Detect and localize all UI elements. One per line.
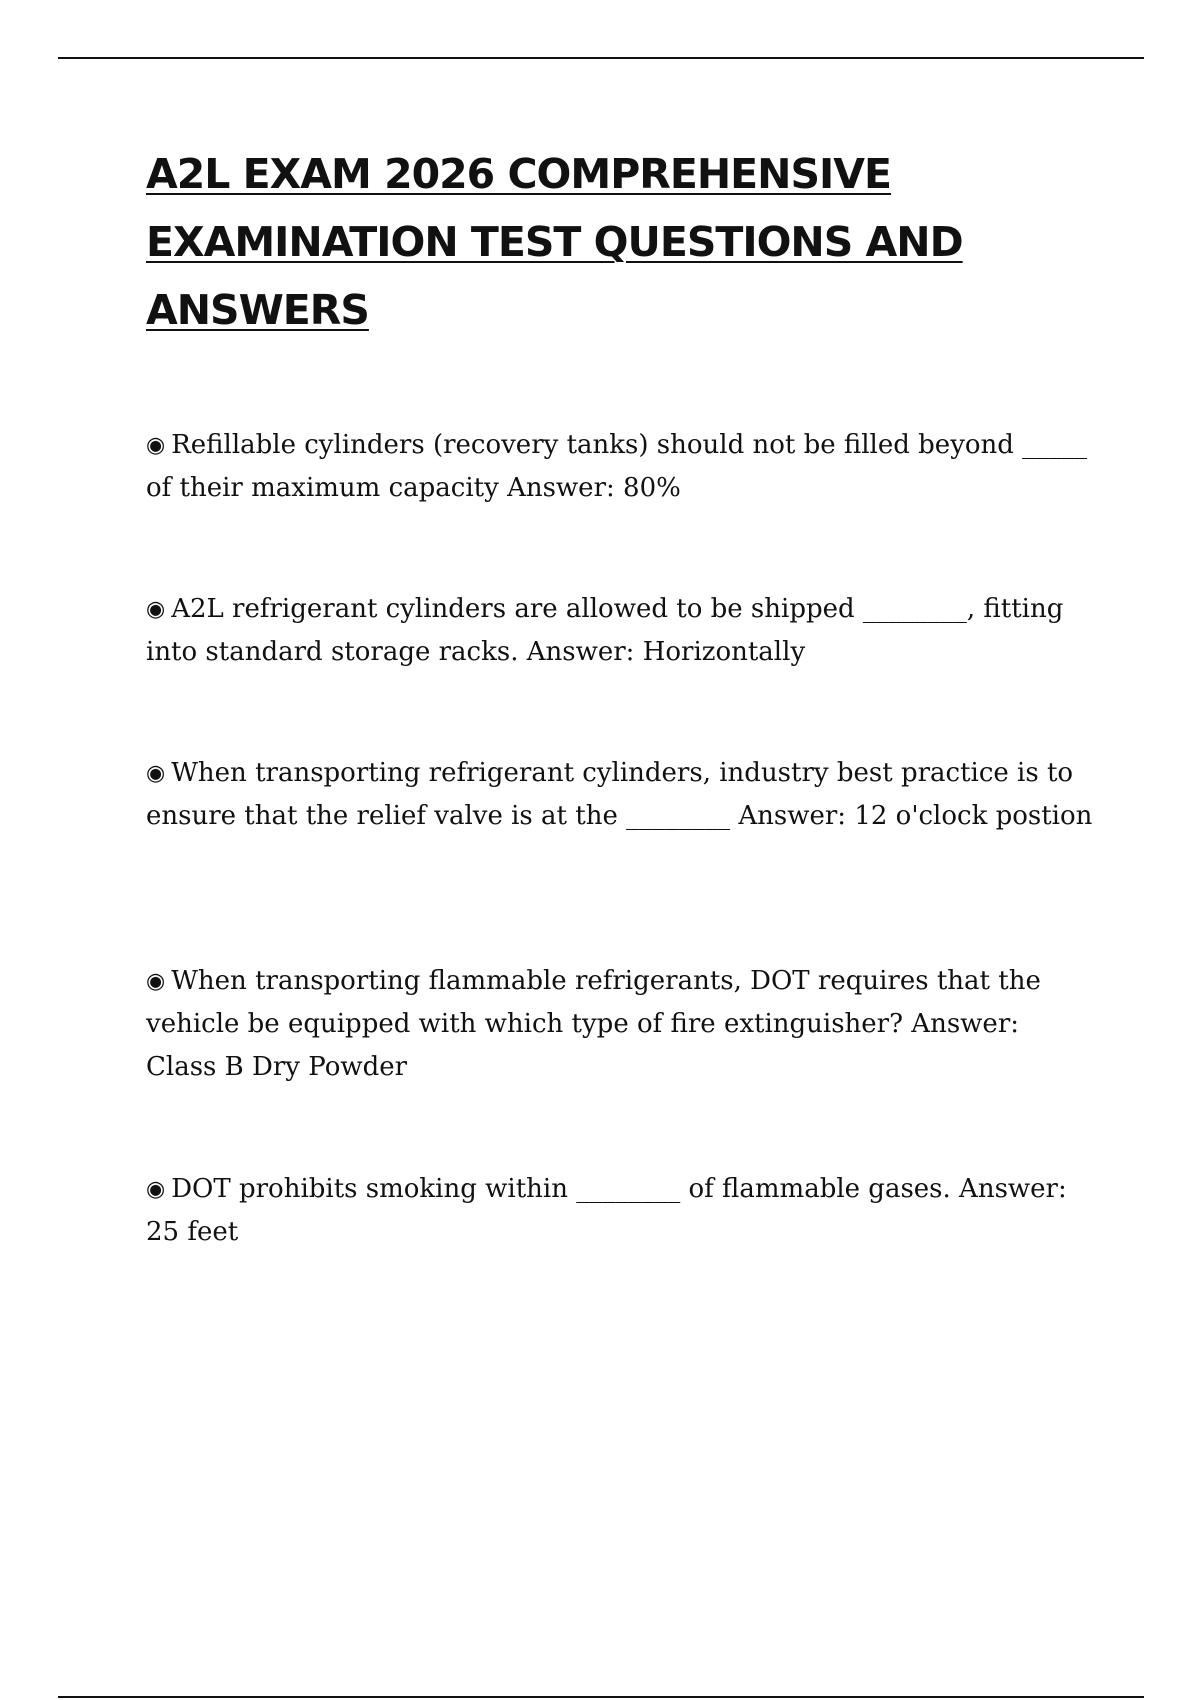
fisheye-bullet-icon: ◉ [146,761,166,786]
question-item-5 [146,1168,1096,1254]
question-text: Refillable cylinders (recovery tanks) should not be filled beyond _____ of their maximum capacity Answer: 80% [146,430,1088,503]
document-title: A2L EXAM 2026 COMPREHENSIVE EXAMINATION TEST QUESTIONS AND ANSWERS [146,150,963,334]
top-divider [58,57,1144,59]
bottom-divider [58,1696,1144,1698]
question-text: When transporting refrigerant cylinders, industry best practice is to ensure that the relief valve is at the ________ Answer: 12 o'clock postion [146,758,1093,831]
question-item-3 [146,752,1096,838]
fisheye-bullet-icon: ◉ [146,1177,166,1202]
fisheye-bullet-icon: ◉ [146,597,166,622]
question-text: DOT prohibits smoking within ________ of flammable gases. Answer: 25 feet [146,1174,1067,1247]
question-text: When transporting flammable refrigerants, DOT requires that the vehicle be equipped with which type of fire extinguisher? Answer: Class B Dry Powder [146,966,1041,1082]
question-item-4 [146,960,1096,1089]
question-item-1 [146,424,1096,510]
question-item-2 [146,588,1096,674]
question-text: A2L refrigerant cylinders are allowed to be shipped ________, fitting into standard storage racks. Answer: Horizontally [146,594,1064,667]
fisheye-bullet-icon: ◉ [146,969,166,994]
fisheye-bullet-icon: ◉ [146,433,166,458]
